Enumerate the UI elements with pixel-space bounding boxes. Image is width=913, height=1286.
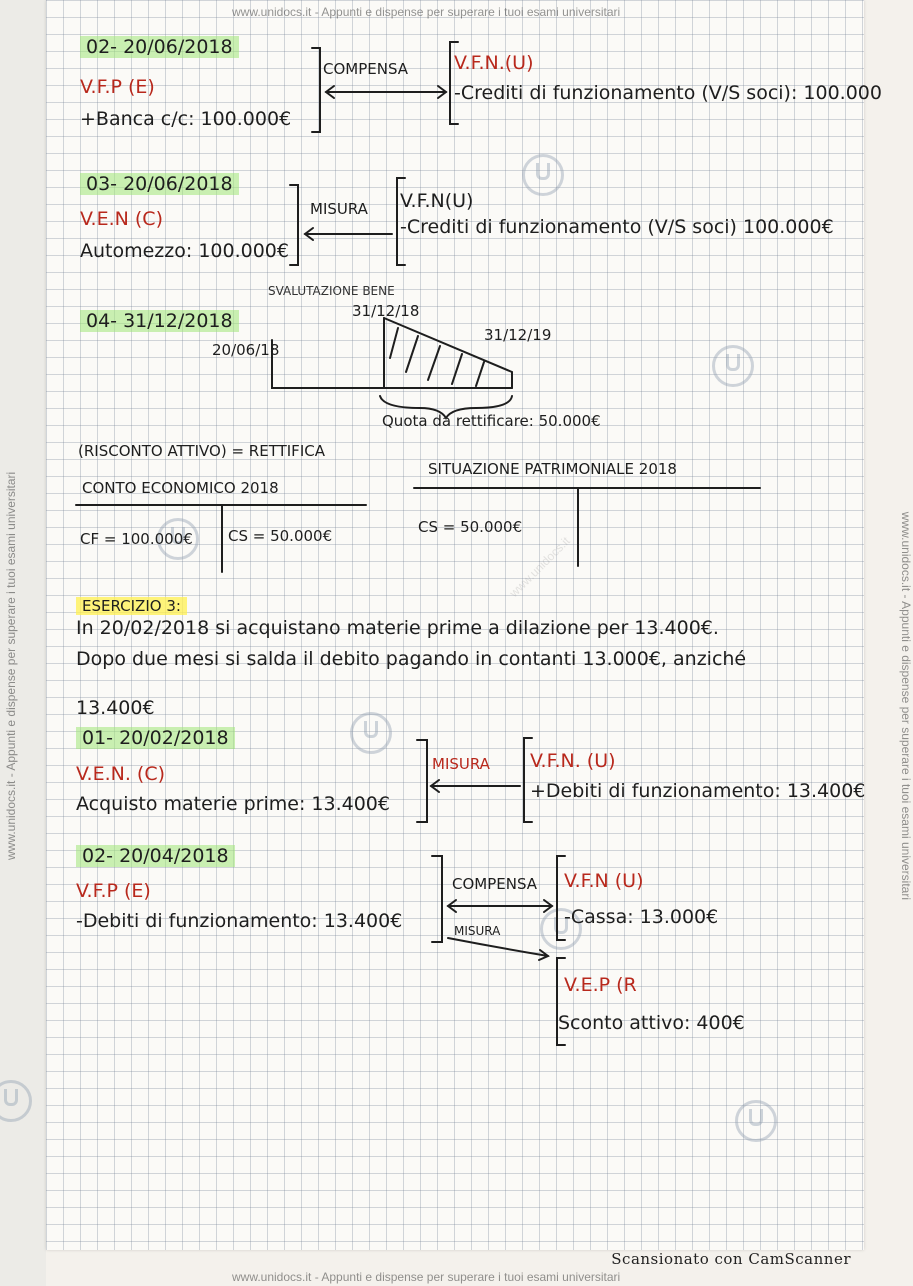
operation-label: MISURA (310, 200, 368, 218)
account-item: Sconto attivo: 400€ (558, 1012, 745, 1034)
account-head: V.F.N(U) (400, 190, 474, 212)
exercise-title: ESERCIZIO 3: (76, 597, 187, 615)
risconto-line: (RISCONTO ATTIVO) = RETTIFICA (78, 442, 325, 460)
diagram-date-end: 31/12/19 (484, 326, 552, 344)
watermark-left: www.unidocs.it - Appunti e dispense per superare i tuoi esami universitari (4, 471, 18, 860)
entry-date: 04- 31/12/2018 (80, 310, 239, 332)
diagram-date-mid: 31/12/18 (352, 302, 420, 320)
entry-date: 03- 20/06/2018 (80, 173, 239, 195)
watermark-right: www.unidocs.it - Appunti e dispense per superare i tuoi esami universitari (899, 511, 913, 900)
watermark-top: www.unidocs.it - Appunti e dispense per superare i tuoi esami universitari (232, 5, 621, 19)
ce-right-value: CS = 50.000€ (228, 527, 333, 545)
account-item: +Banca c/c: 100.000€ (80, 108, 292, 130)
operation-label: COMPENSA (452, 875, 538, 893)
account-head: V.E.P (R (564, 974, 637, 996)
ce-left-value: CF = 100.000€ (80, 530, 193, 548)
operation-label: MISURA (454, 924, 501, 938)
operation-label: MISURA (432, 755, 490, 773)
operation-label: COMPENSA (323, 60, 409, 78)
account-item: -Cassa: 13.000€ (564, 906, 719, 928)
account-head: V.F.P (E) (76, 880, 151, 902)
sp-title: SITUAZIONE PATRIMONIALE 2018 (428, 460, 677, 478)
watermark-small: www.unidocs.it (506, 533, 573, 601)
account-item: Automezzo: 100.000€ (80, 240, 289, 262)
diagram-title: SVALUTAZIONE BENE (268, 284, 395, 298)
diagram-date-start: 20/06/18 (212, 341, 280, 359)
account-item: -Debiti di funzionamento: 13.400€ (76, 910, 403, 932)
account-item: +Debiti di funzionamento: 13.400€ (530, 780, 866, 802)
account-item: Acquisto materie prime: 13.400€ (76, 793, 390, 815)
watermark-bottom: www.unidocs.it - Appunti e dispense per superare i tuoi esami universitari (232, 1270, 621, 1284)
ce-title: CONTO ECONOMICO 2018 (82, 479, 279, 497)
account-head: V.E.N (C) (80, 208, 163, 230)
scanner-label: Scansionato con CamScanner (611, 1250, 851, 1268)
account-head: V.F.P (E) (80, 76, 155, 98)
exercise-text: Dopo due mesi si salda il debito pagando in contanti 13.000€, anziché (76, 648, 747, 670)
entry-date: 02- 20/04/2018 (76, 845, 235, 867)
account-head: V.F.N (U) (564, 870, 644, 892)
sp-left-value: CS = 50.000€ (418, 518, 523, 536)
account-head: V.F.N. (U) (530, 750, 616, 772)
exercise-text: In 20/02/2018 si acquistano materie prime a dilazione per 13.400€. (76, 617, 719, 639)
account-item: -Crediti di funzionamento (V/S soci) 100.000€ (400, 216, 834, 238)
entry-date: 01- 20/02/2018 (76, 727, 235, 749)
account-head: V.F.N.(U) (454, 52, 534, 74)
account-item: -Crediti di funzionamento (V/S soci): 100.000 (454, 82, 882, 104)
quota-rettificare: Quota da rettificare: 50.000€ (382, 412, 601, 430)
entry-date: 02- 20/06/2018 (80, 36, 239, 58)
exercise-text: 13.400€ (76, 697, 155, 719)
account-head: V.E.N. (C) (76, 763, 166, 785)
